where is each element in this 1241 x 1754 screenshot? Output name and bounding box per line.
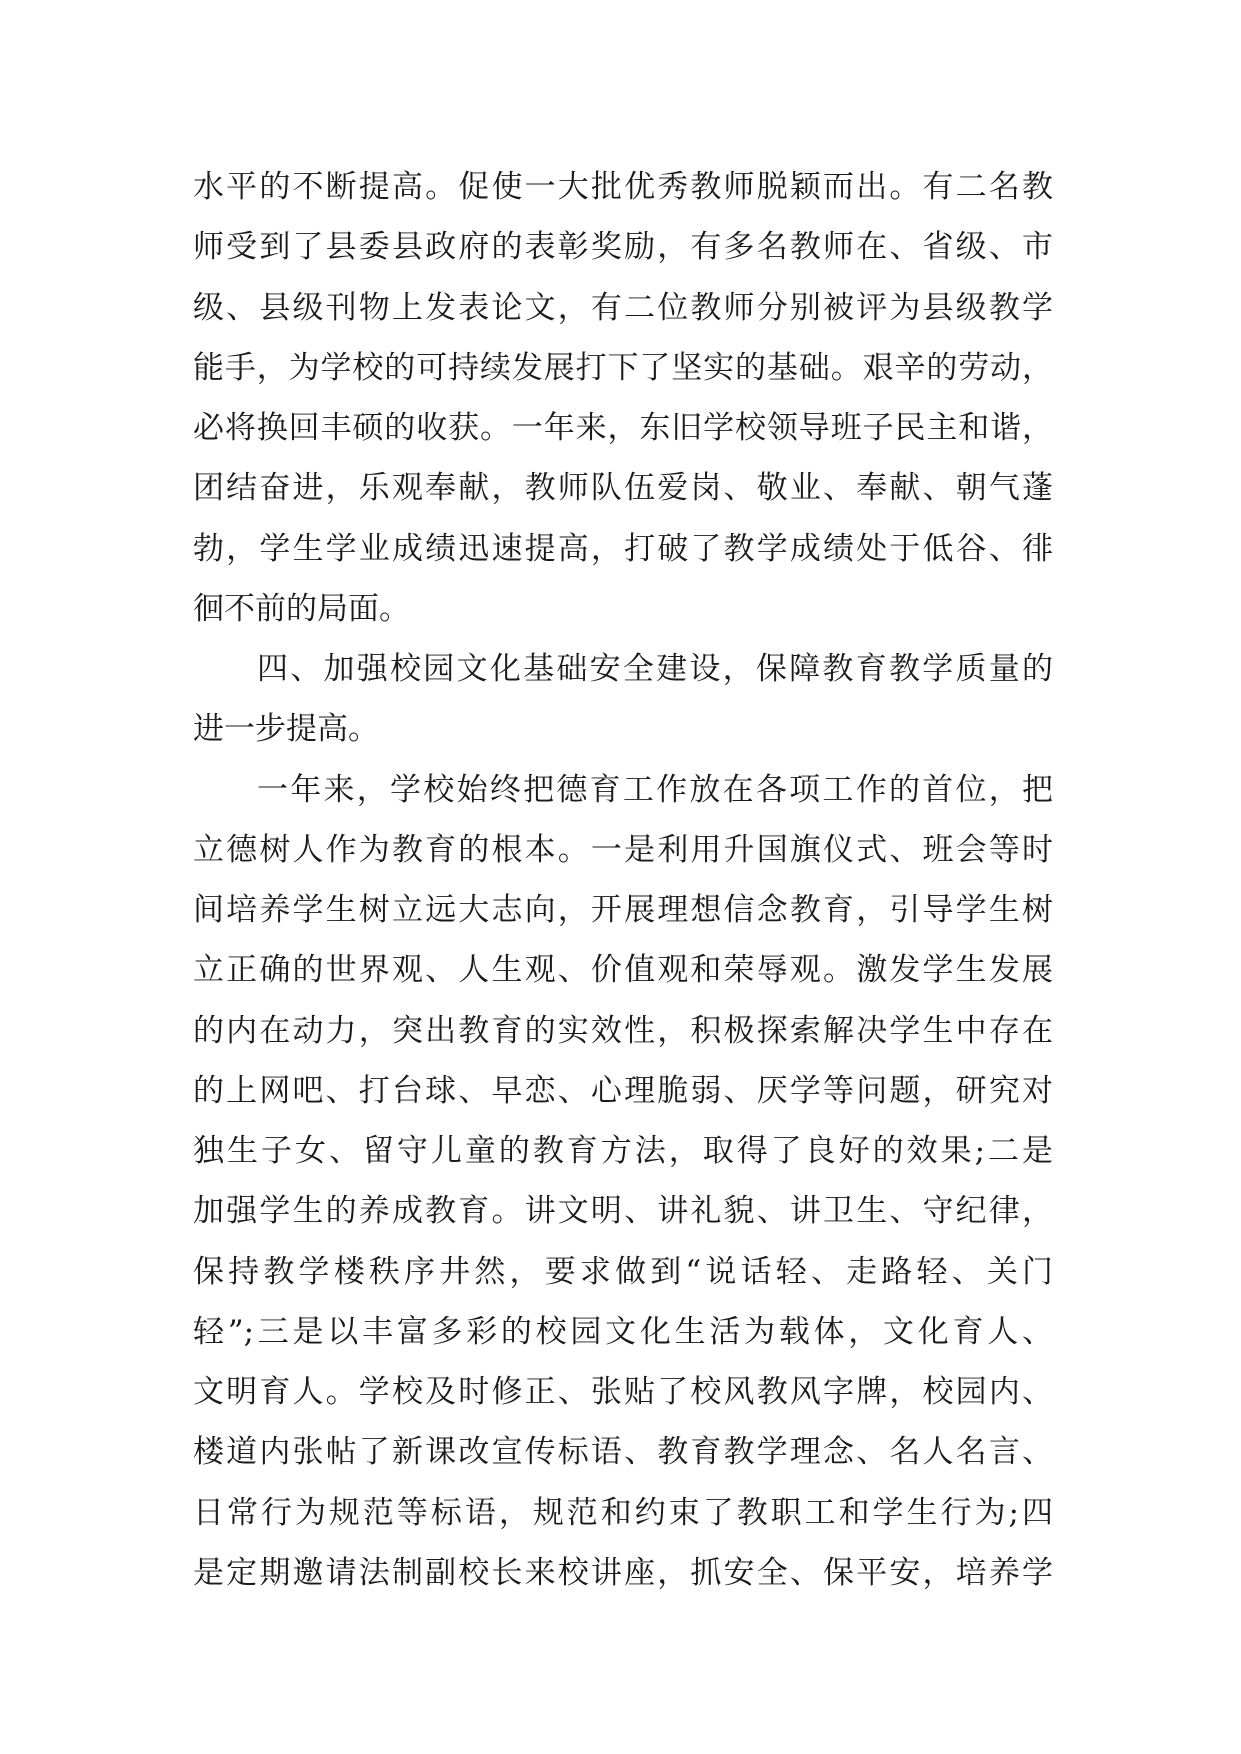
text-line: 勃，学生学业成绩迅速提高，打破了教学成绩处于低谷、徘 [193,530,1053,567]
text-line: 的内在动力，突出教育的实效性，积极探索解决学生中存在 [193,1012,1053,1049]
text-line: 加强学生的养成教育。讲文明、讲礼貌、讲卫生、守纪律， [193,1193,1053,1230]
text-line: 水平的不断提高。促使一大批优秀教师脱颖而出。有二名教 [193,169,1053,205]
text-line: 的上网吧、打台球、早恋、心理脆弱、厌学等问题，研究对 [193,1072,1053,1109]
text-line: 文明育人。学校及时修正、张贴了校风教风字牌，校园内、 [193,1374,1053,1410]
text-line: 能手，为学校的可持续发展打下了坚实的基础。艰辛的劳动， [193,349,1053,386]
text-line: 团结奋进，乐观奉献，教师队伍爱岗、敬业、奉献、朝气蓬 [193,470,1053,507]
text-line: 级、县级刊物上发表论文，有二位教师分别被评为县级教学 [193,289,1053,326]
text-line: 间培养学生树立远大志向，开展理想信念教育，引导学生树 [193,892,1053,928]
text-line: 日常行为规范等标语，规范和约束了教职工和学生行为;四 [193,1494,1053,1531]
text-line: 立德树人作为教育的根本。一是利用升国旗仪式、班会等时 [193,831,1053,868]
text-line: 保持教学楼秩序井然，要求做到“说话轻、走路轻、关门 [193,1253,1053,1290]
text-line: 轻”;三是以丰富多彩的校园文化生活为载体，文化育人、 [193,1313,1053,1350]
text-line: 立正确的世界观、人生观、价值观和荣辱观。激发学生发展 [193,952,1053,989]
text-line: 必将换回丰硕的收获。一年来，东旧学校领导班子民主和谐， [193,410,1053,446]
text-line: 四、加强校园文化基础安全建设，保障教育教学质量的 [257,651,1053,687]
text-line: 独生子女、留守儿童的教育方法，取得了良好的效果;二是 [193,1133,1053,1169]
text-line: 是定期邀请法制副校长来校讲座，抓安全、保平安，培养学 [193,1554,1053,1591]
text-line: 进一步提高。 [193,711,379,748]
text-line: 师受到了县委县政府的表彰奖励，有多名教师在、省级、市 [193,229,1053,266]
text-line: 楼道内张帖了新课改宣传标语、教育教学理念、名人名言、 [193,1434,1053,1471]
body-text [193,157,1053,1603]
text-line: 一年来，学校始终把德育工作放在各项工作的首位，把 [257,771,1053,808]
text-line: 徊不前的局面。 [193,590,410,627]
